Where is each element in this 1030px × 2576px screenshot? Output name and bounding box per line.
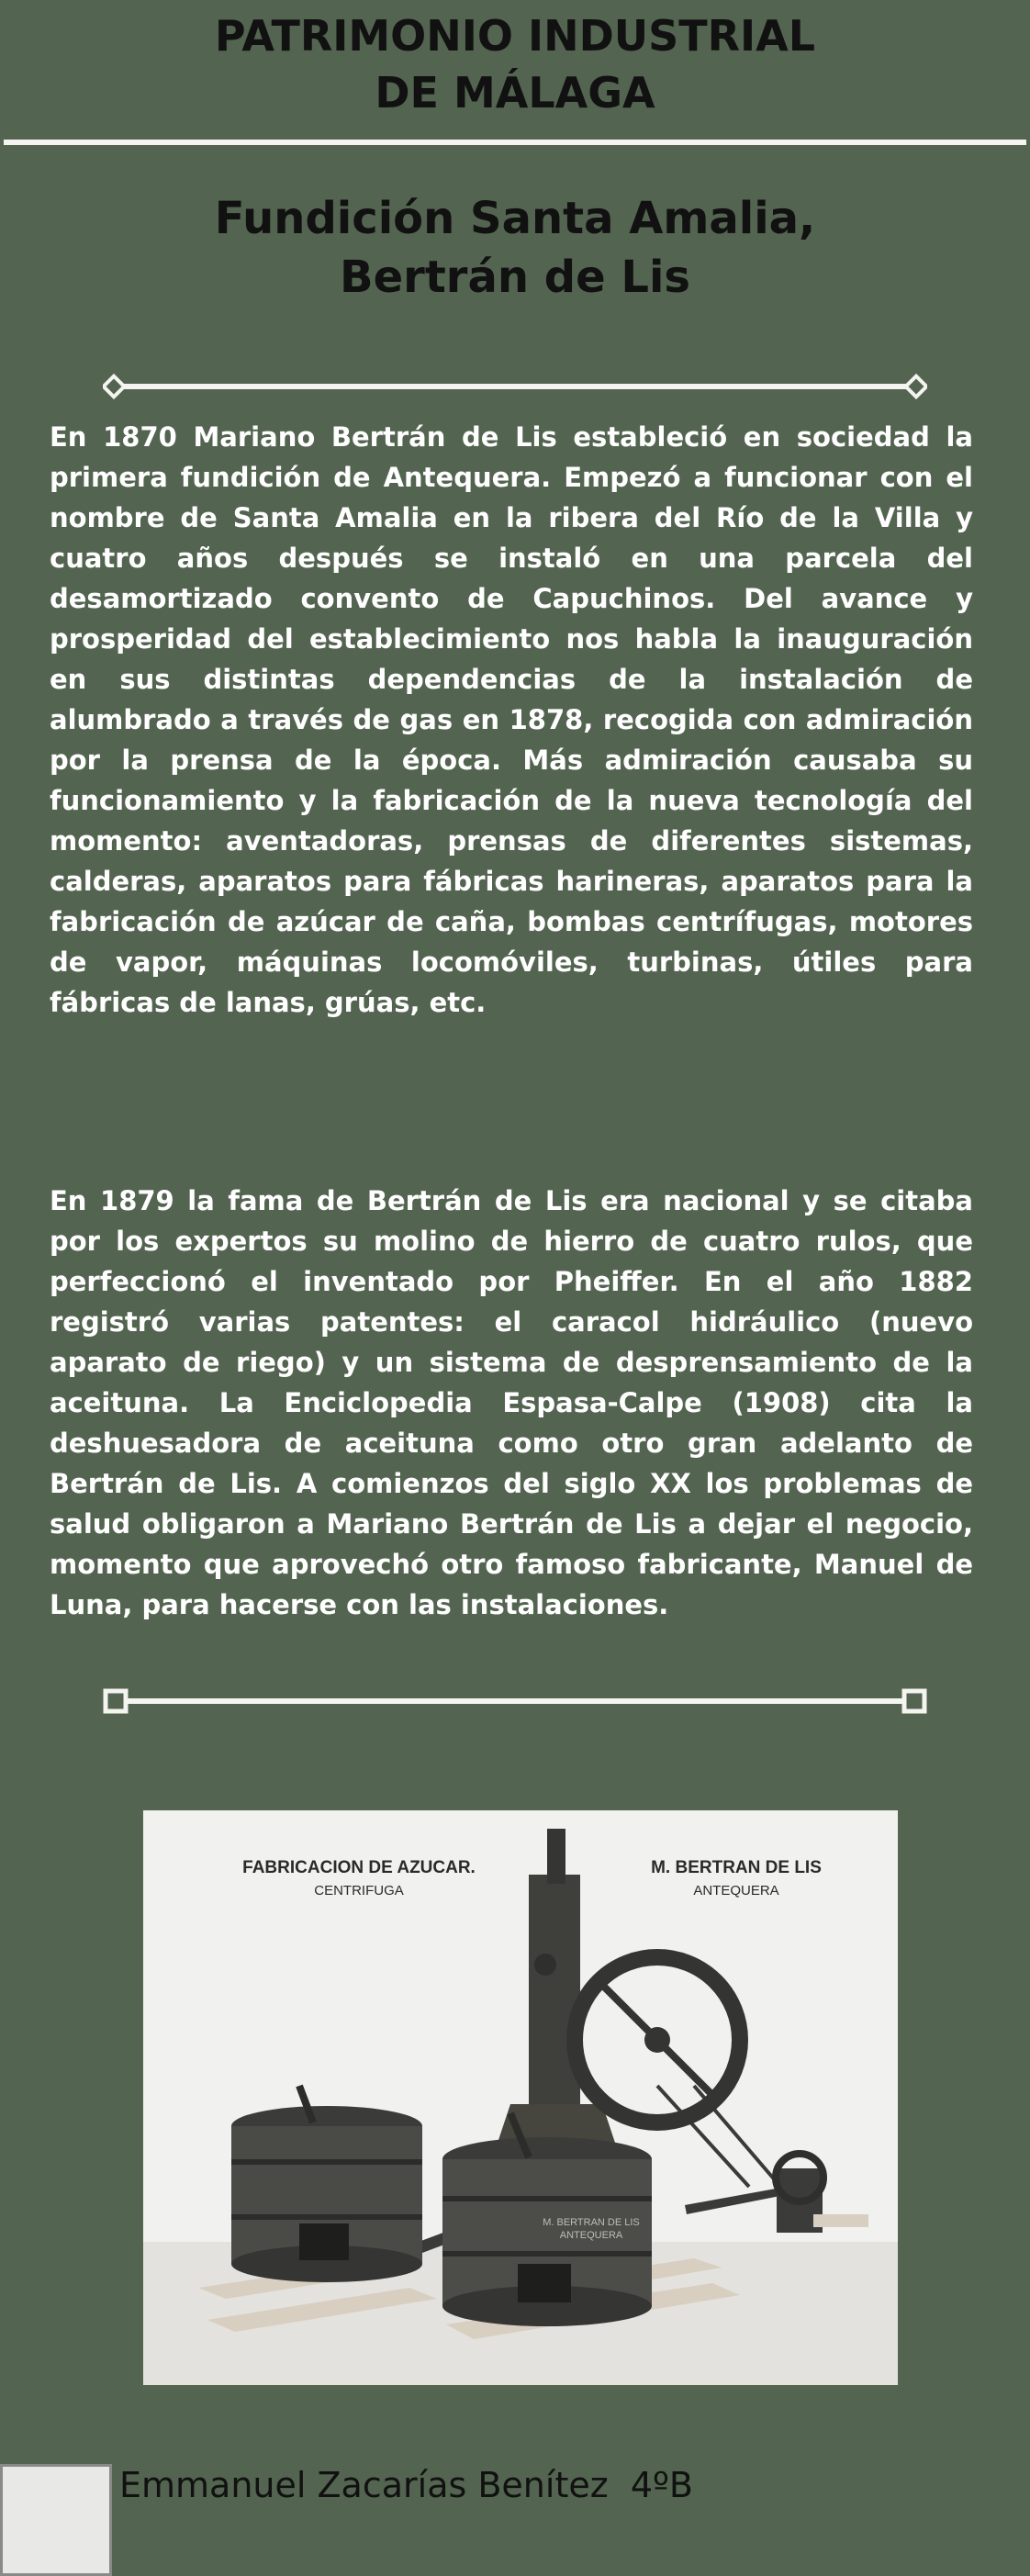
header-title-line-1: PATRIMONIO INDUSTRIAL — [214, 11, 816, 61]
diamond-divider — [103, 373, 927, 400]
machinery-illustration — [143, 1810, 898, 2385]
diamond-right-icon — [906, 376, 927, 398]
article-title-line-2: Bertrán de Lis — [340, 252, 690, 303]
square-divider — [103, 1687, 927, 1715]
article-title-line-1: Fundición Santa Amalia, — [214, 193, 816, 244]
header-title-line-2: DE MÁLAGA — [375, 68, 655, 118]
author-photo-placeholder — [0, 2464, 112, 2576]
paragraph-2: En 1879 la fama de Bertrán de Lis era nacional y se citaba por los expertos su molino de hierro de cuatro rulos, que perfeccionó el inventado por Pheiffer. En el año 1882 registró varias patentes: el caracol hidráulico (nuevo aparato de riego) y un sistema de desprensamiento de la aceituna. La Enciclopedia Espasa-Calpe (1908) cita la deshuesadora de aceituna como otro gran adelanto de Bertrán de Lis. A comienzos del siglo XX los problemas de salud obligaron a Mariano Bertrán de Lis a dejar el negocio, momento que aprovechó otro famoso fabricante, Manuel de Luna, para hacerse con las instalaciones. — [50, 1185, 973, 1620]
header-rule — [4, 140, 1026, 145]
caption-left-1: FABRICACION DE AZUCAR. — [242, 1858, 476, 1877]
caption-right-1: M. BERTRAN DE LIS — [651, 1858, 822, 1877]
page-header — [0, 7, 1030, 121]
article-title — [0, 189, 1030, 307]
plate-text-1: M. BERTRAN DE LIS — [543, 2217, 640, 2228]
author-name: Emmanuel Zacarías Benítez 4ºB — [119, 2465, 693, 2505]
caption-left-2: CENTRIFUGA — [314, 1883, 404, 1898]
square-left-icon — [106, 1691, 126, 1711]
caption-right-2: ANTEQUERA — [693, 1883, 779, 1898]
diamond-left-icon — [104, 376, 125, 398]
plate-text-2: ANTEQUERA — [559, 2230, 623, 2241]
paragraph-1: En 1870 Mariano Bertrán de Lis estableció en sociedad la primera fundición de Antequera. Empezó a funcionar con el nombre de Santa Amalia en la ribera del Río de la Villa y cuatro años después se instaló en una parcela del desamortizado convento de Capuchinos. Del avance y prosperidad del establecimiento nos habla la inauguración en sus distintas dependencias de la instalación de alumbrado a través de gas en 1878, recogida con admiración por la prensa de la época. Más admiración causaba su funcionamiento y la fabricación de la nueva tecnología del momento: aventadoras, prensas de diferentes sistemas, calderas, aparatos para fábricas harineras, aparatos para la fabricación de azúcar de caña, bombas centrífugas, motores de vapor, máquinas locomóviles, turbinas, útiles para fábricas de lanas, grúas, etc. — [50, 421, 973, 1018]
square-right-icon — [904, 1691, 924, 1711]
